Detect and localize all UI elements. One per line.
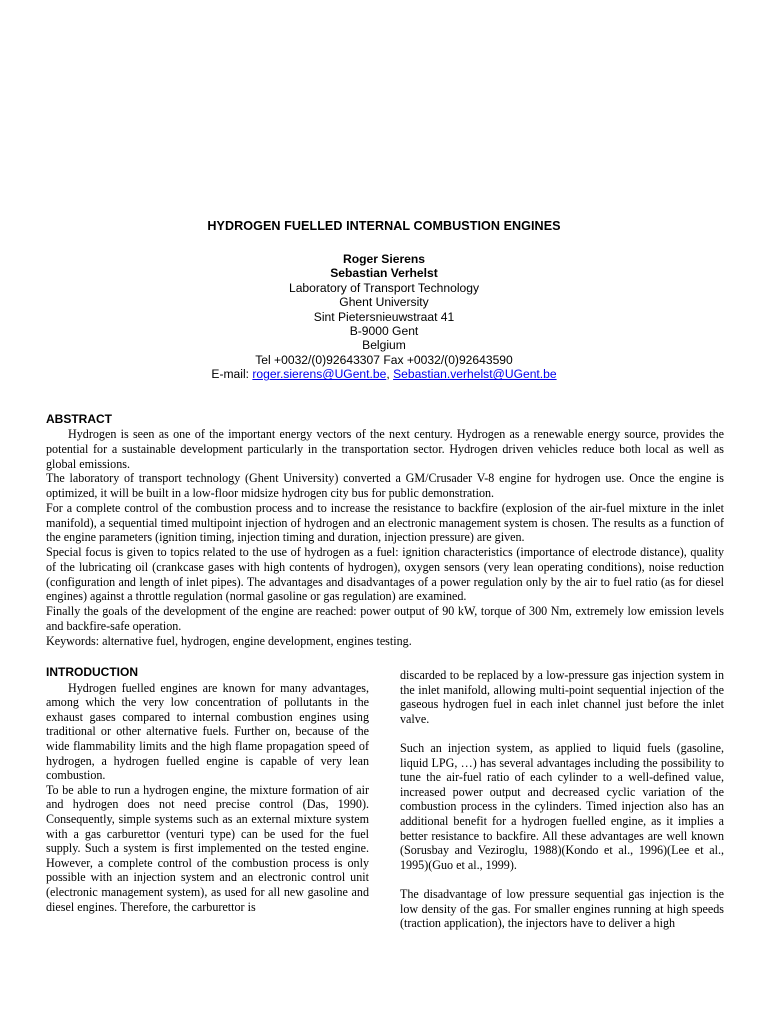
introduction-heading: INTRODUCTION — [46, 665, 138, 679]
abstract-body — [46, 427, 724, 648]
author-name: Roger Sierens — [343, 252, 425, 266]
abstract-heading: ABSTRACT — [46, 412, 112, 426]
abstract-paragraph: Hydrogen is seen as one of the important energy vectors of the next century. Hydrogen as a renewable energy source, provides the potential for a sustainable development particularly in the transportation sector. Hydrogen driven vehicles reduce both local as well as global emissions. — [46, 427, 724, 471]
abstract-paragraph: For a complete control of the combustion process and to increase the resistance to backfire (explosion of the air-fuel mixture in the inlet manifold), a sequential timed multipoint injection of hydrogen and an electronic management system is chosen. The results as a function of the engine parameters (ignition timing, injection timing and duration, injection pressure) are given. — [46, 500, 724, 545]
keywords: Keywords: alternative fuel, hydrogen, engine development, engines testing. — [46, 633, 412, 648]
author-name: Sebastian Verhelst — [330, 266, 438, 281]
affiliation-line: Sint Pietersnieuwstraat 41 — [313, 309, 455, 324]
affiliation-line: Belgium — [362, 338, 406, 353]
body-paragraph: Hydrogen fuelled engines are known for many advantages, among which the very low concentration of pollutants in the exhaust gases compared to internal combustion engines using traditional or other alternative fuels. Further on, because of the wide flammability limits and the high flame propagation speed of hydrogen, a hydrogen fuelled engine is capable of very lean combustion. — [46, 680, 369, 783]
body-paragraph: The disadvantage of low pressure sequential gas injection is the low density of the gas. For smaller engines running at high speeds (traction application), the injectors have to deliver a high — [400, 886, 724, 931]
body-paragraph: To be able to run a hydrogen engine, the mixture formation of air and hydrogen does not need precise control (Das, 1990). Consequently, simple systems such as an external mixture system with a gas carburettor (venturi type) can be used for the fuel supply. Such a system is first implemented on the tested engine. However, a complete control of the combustion process is only possible with an injection system and an electronic control unit (electronic management system), as used for all new gasoline and diesel engines. Therefore, the carburettor is — [46, 782, 369, 914]
email-link-sierens[interactable]: roger.sierens@UGent.be — [252, 367, 387, 382]
affiliation-line: B-9000 Gent — [349, 324, 419, 339]
body-paragraph: Such an injection system, as applied to liquid fuels (gasoline, liquid LPG, …) has several advantages including the possibility to tune the air-fuel ratio of each cylinder to a well-defined value, increased power output and decreased cyclic variation of the combustion process in the cylinders. Timed injection also has an additional benefit for a hydrogen fuelled engine, as it implies a better resistance to backfire. All these advantages are well known (Sorusbay and Veziroglu, 1988)(Kondo et al., 1996)(Lee et al., 1995)(Guo et al., 1999). — [400, 740, 724, 872]
affiliation-line: Ghent University — [339, 295, 429, 310]
right-column — [400, 668, 724, 931]
email-line — [0, 367, 768, 381]
author-block — [0, 252, 768, 382]
paper-title: HYDROGEN FUELLED INTERNAL COMBUSTION ENGINES — [207, 219, 561, 233]
body-paragraph: discarded to be replaced by a low-pressure gas injection system in the inlet manifold, allowing multi-point sequential injection of the gaseous hydrogen fuel in each inlet channel just before the inlet valve. — [400, 668, 724, 726]
affiliation-line: Laboratory of Transport Technology — [288, 280, 480, 295]
abstract-paragraph: Special focus is given to topics related to the use of hydrogen as a fuel: ignition characteristics (importance of electrode distance), quality of the lubricating oil (crankcase gases with high contents of hydrogen), oxygen sensors (very lean operating conditions), noise reduction (configuration and length of inlet pipes). The advantages and disadvantages of a power regulation only by the air to fuel ratio (as for diesel engines) against a throttle regulation (normal gasoline or gas regulation) are examined. — [46, 545, 724, 604]
email-separator: , — [386, 367, 394, 382]
abstract-paragraph: The laboratory of transport technology (Ghent University) converted a GM/Crusader V-8 engine for hydrogen use. Once the engine is optimized, it will be built in a low-floor midsize hydrogen city bus for public demonstration. — [46, 471, 724, 500]
abstract-paragraph: Finally the goals of the development of the engine are reached: power output of 90 kW, torque of 300 Nm, extremely low emission levels and backfire-safe operation. — [46, 604, 724, 633]
left-column — [46, 665, 369, 914]
contact-phone-fax: Tel +0032/(0)92643307 Fax +0032/(0)92643590 — [255, 352, 513, 367]
email-link-verhelst[interactable]: Sebastian.verhelst@UGent.be — [393, 367, 557, 382]
email-label: E-mail: — [211, 367, 253, 382]
